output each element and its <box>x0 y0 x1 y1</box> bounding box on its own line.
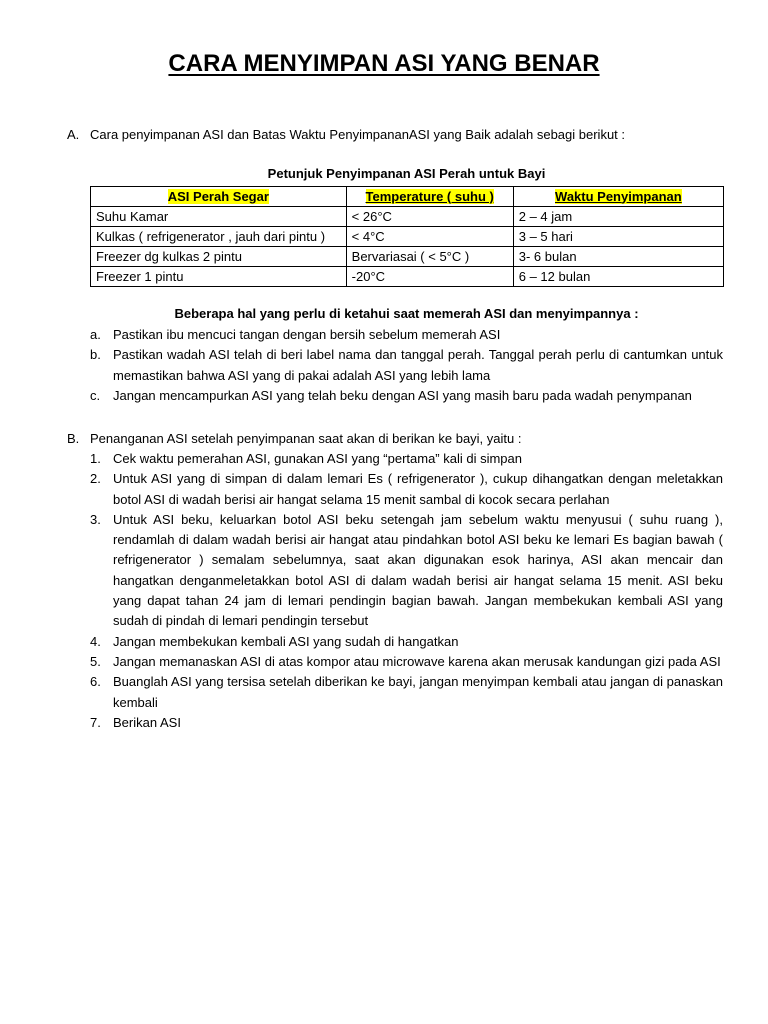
section-b-text: Penanganan ASI setelah penyimpanan saat akan di berikan ke bayi, yaitu : <box>90 431 522 446</box>
section-a <box>67 125 723 145</box>
list-text: Buanglah ASI yang tersisa setelah diberikan ke bayi, jangan menyimpan kembali atau jangan di panaskan kembali <box>113 674 723 710</box>
list-item <box>90 469 723 510</box>
table-cell: -20°C <box>346 267 513 287</box>
table-cell: Freezer 1 pintu <box>91 267 347 287</box>
section-b-letter: B. <box>67 431 80 446</box>
list-text: Untuk ASI beku, keluarkan botol ASI beku setengah jam sebelum waktu menyusui ( suhu ruang ), rendamlah di dalam wadah berisi air hangat atau pindahkan botol ASI beku ke lemari Es bagian bawah ( refrigenerator ) semalam sebelumnya, saat akan digunakan esok harinya, ASI akan mencair dan hangatkan denganmeletakkan botol ASI di dalam wadah berisi air hangat selama 15 menit. ASI beku yang dapat tahan 24 jam di lemari pendingin bagian bawah. Jangan membekukan kembali ASI yang sudah di pindah di lemari pendingin tersebut <box>113 511 723 629</box>
list-marker: 6. <box>90 674 101 690</box>
handling-list <box>90 449 723 733</box>
table-cell: Freezer dg kulkas 2 pintu <box>91 247 347 267</box>
list-item <box>90 325 723 345</box>
list-text: Untuk ASI yang di simpan di dalam lemari Es ( refrigenerator ), cukup dihangatkan dengan meletakkan botol ASI di wadah berisi air hangat selama 15 menit sambal di kocok secara perlahan <box>113 471 723 507</box>
list-marker: 3. <box>90 511 101 527</box>
table-header-cell <box>346 187 513 207</box>
section-b <box>67 429 723 449</box>
page-title-text: CARA MENYIMPAN ASI YANG BENAR <box>168 50 600 77</box>
list-text: Pastikan ibu mencuci tangan dengan bersih sebelum memerah ASI <box>113 327 501 342</box>
table-cell: Bervariasai ( < 5°C ) <box>346 247 513 267</box>
table-row <box>91 207 724 227</box>
tips-heading: Beberapa hal yang perlu di ketahui saat memerah ASI dan menyimpannya : <box>174 306 639 321</box>
list-item <box>90 345 723 386</box>
tips-list <box>90 325 723 406</box>
list-text: Cek waktu pemerahan ASI, gunakan ASI yang “pertama” kali di simpan <box>113 451 522 466</box>
table-cell: < 4°C <box>346 227 513 247</box>
list-item <box>90 386 723 406</box>
section-a-text: Cara penyimpanan ASI dan Batas Waktu PenyimpananASI yang Baik adalah sebagi berikut : <box>90 127 626 142</box>
list-marker: 2. <box>90 471 101 487</box>
header-label-temperature: Temperature ( suhu ) <box>365 188 494 204</box>
list-text: Berikan ASI <box>113 714 181 730</box>
list-item <box>90 652 723 672</box>
storage-table <box>90 186 724 287</box>
table-cell: Kulkas ( refrigenerator , jauh dari pintu ) <box>91 227 347 247</box>
list-text: Jangan memanaskan ASI di atas kompor atau microwave karena akan merusak kandungan gizi pada ASI <box>113 653 721 669</box>
list-marker: 1. <box>90 451 101 466</box>
list-text: Pastikan wadah ASI telah di beri label nama dan tanggal perah. Tanggal perah perlu di cantumkan untuk memastikan bahwa ASI yang di pakai adalah ASI yang lebih lama <box>113 347 723 383</box>
header-label-duration: Waktu Penyimpanan <box>555 188 682 204</box>
list-text: Jangan mencampurkan ASI yang telah beku dengan ASI yang masih baru pada wadah penympanan <box>113 387 692 403</box>
section-a-letter: A. <box>67 127 80 142</box>
list-marker: a. <box>90 327 101 342</box>
table-cell: 3 – 5 hari <box>513 227 723 247</box>
table-header-row <box>91 187 724 207</box>
list-item <box>90 449 723 469</box>
table-cell: < 26°C <box>346 207 513 227</box>
table-header-cell <box>91 187 347 207</box>
page-title <box>0 50 768 78</box>
table-header-cell <box>513 187 723 207</box>
table-cell: 2 – 4 jam <box>513 207 723 227</box>
table-cell: 6 – 12 bulan <box>513 267 723 287</box>
list-marker: 7. <box>90 714 101 730</box>
list-item <box>90 632 723 652</box>
table-row <box>91 267 724 287</box>
table-cell: Suhu Kamar <box>91 207 347 227</box>
table-row <box>91 247 724 267</box>
table-row <box>91 227 724 247</box>
list-text: Jangan membekukan kembali ASI yang sudah di hangatkan <box>113 633 459 649</box>
list-item <box>90 713 723 733</box>
list-marker: b. <box>90 347 101 363</box>
header-label-fresh: ASI Perah Segar <box>167 188 269 204</box>
list-marker: c. <box>90 387 101 403</box>
list-marker: 4. <box>90 633 101 649</box>
list-item <box>90 672 723 713</box>
table-caption: Petunjuk Penyimpanan ASI Perah untuk Bayi <box>267 166 546 181</box>
list-item <box>90 510 723 632</box>
table-cell: 3- 6 bulan <box>513 247 723 267</box>
list-marker: 5. <box>90 653 101 669</box>
